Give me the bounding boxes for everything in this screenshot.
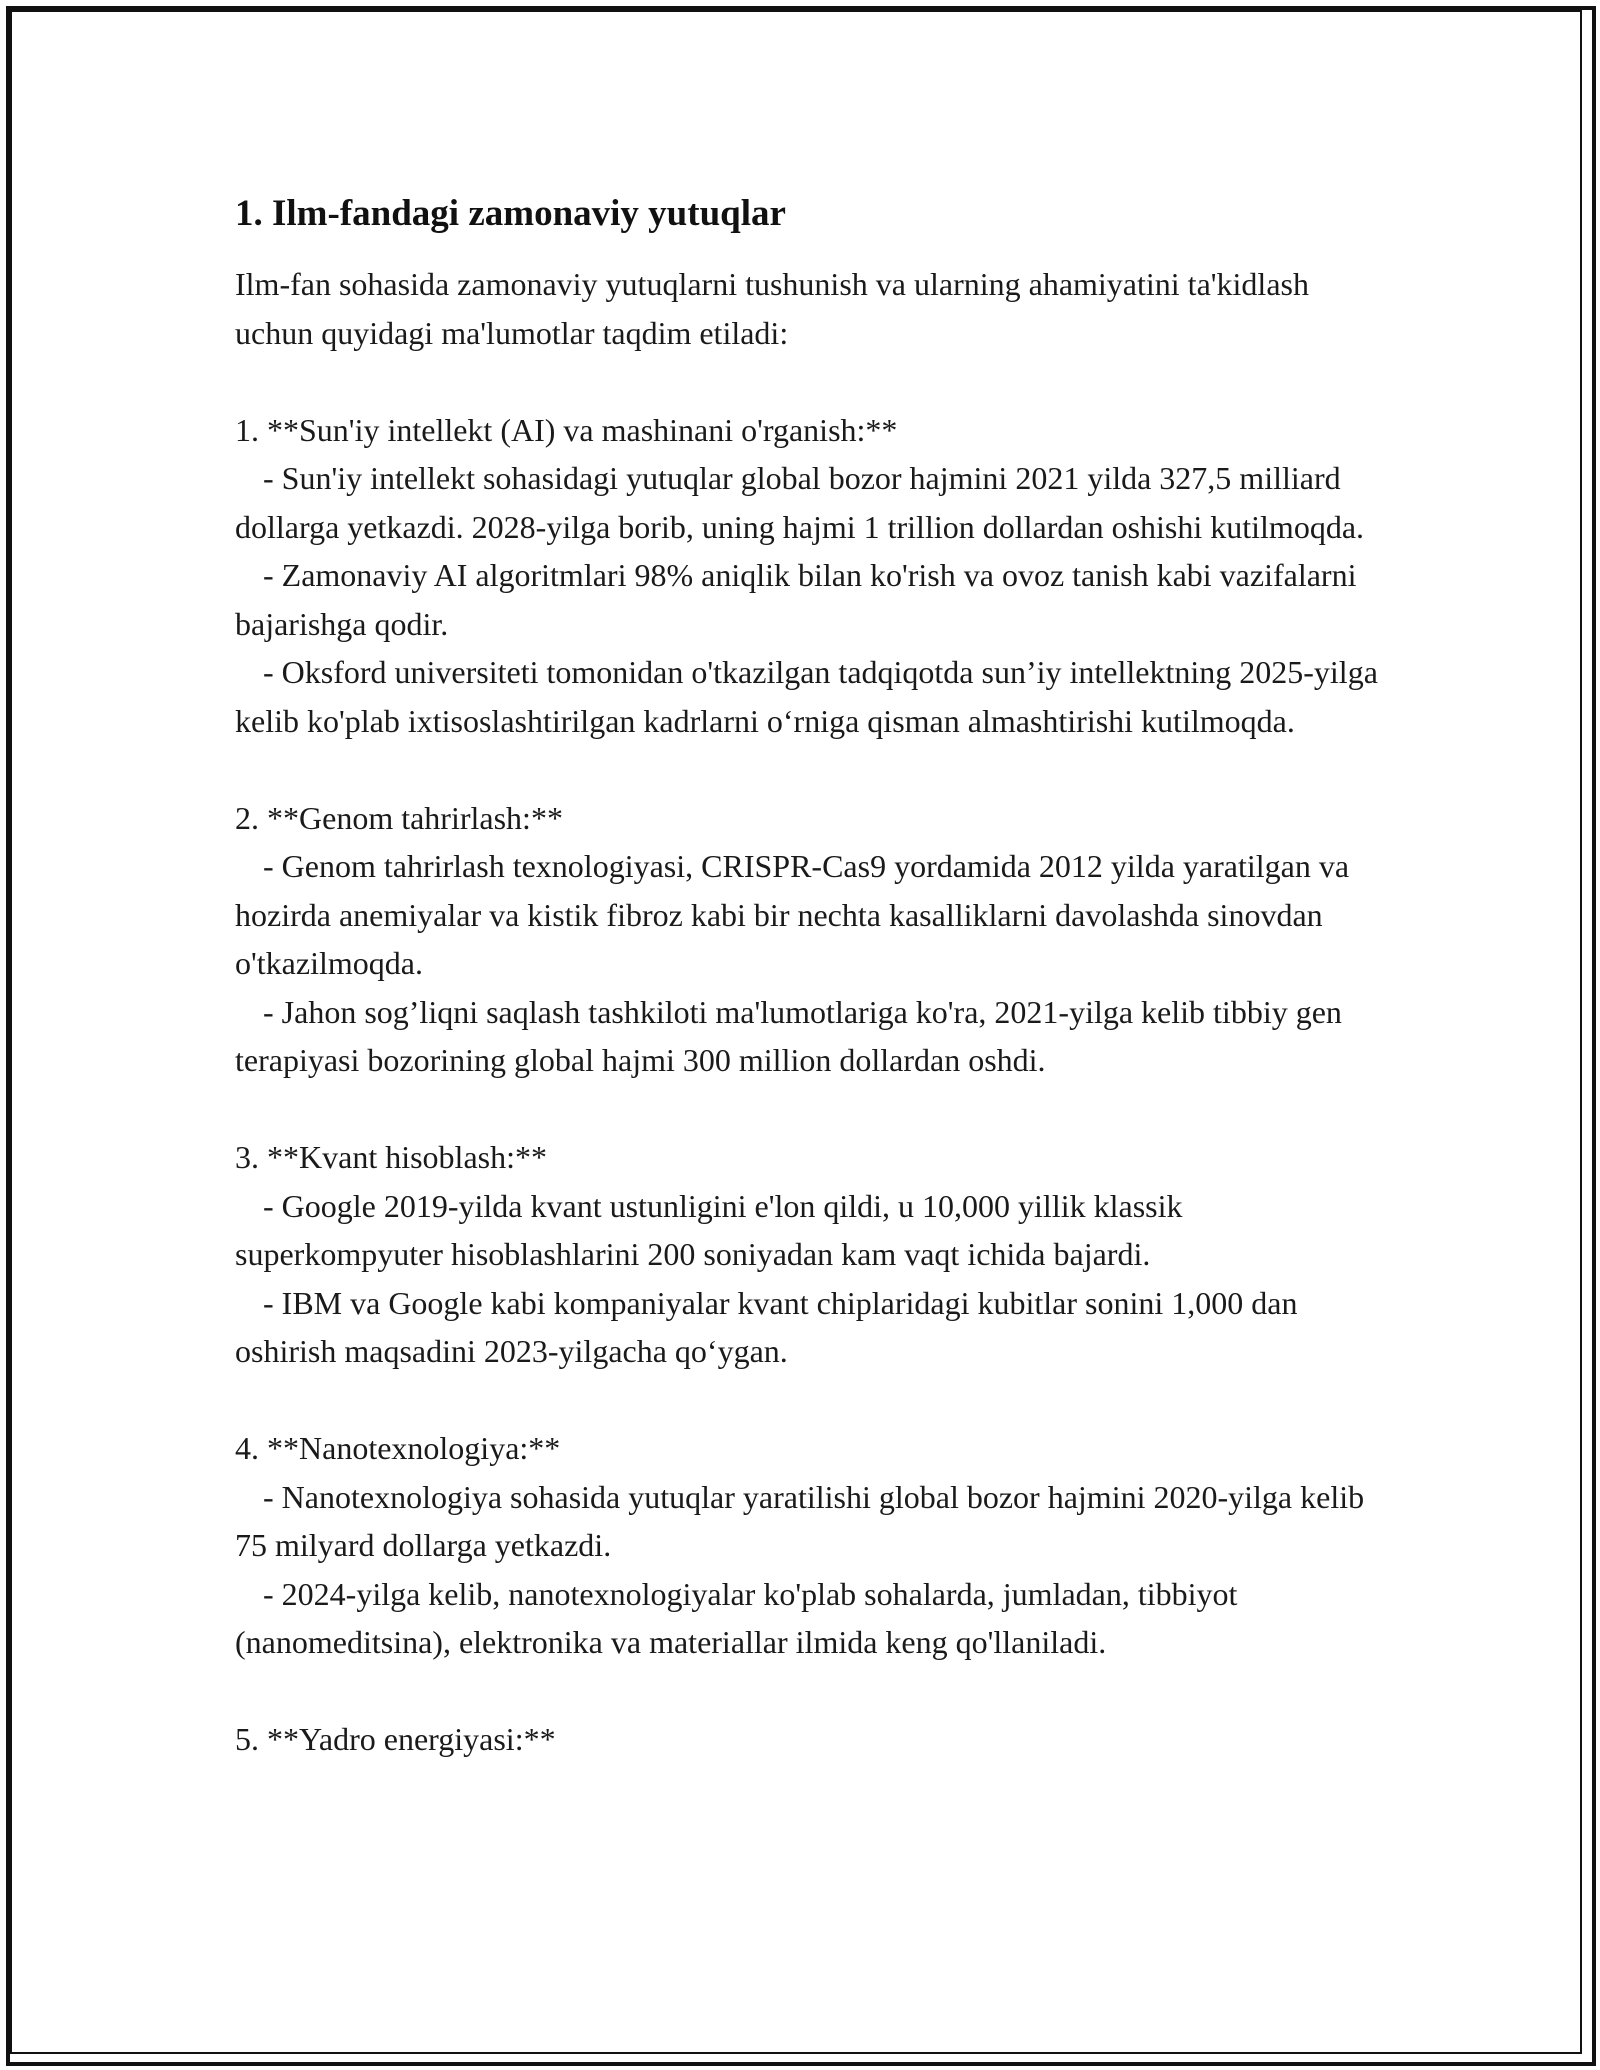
bullet-text: - IBM va Google kabi kompaniyalar kvant chiplaridagi kubitlar sonini 1,000 dan oshirish maqsadini 2023-yilgacha qo‘ygan. bbox=[235, 1284, 1298, 1369]
section-spacer bbox=[235, 357, 1385, 406]
bullet-text: - Genom tahrirlash texnologiyasi, CRISPR-Cas9 yordamida 2012 yilda yaratilgan va hozirda anemiyalar va kistik fibroz kabi bir nechta kasalliklarni davolashda sinovdan o'tkazilmoqda. bbox=[235, 848, 1350, 981]
section-heading: 5. **Yadro energiyasi:** bbox=[235, 1721, 556, 1757]
section-heading: 2. **Genom tahrirlash:** bbox=[235, 799, 563, 836]
bullet-text: - Nanotexnologiya sohasida yutuqlar yaratilishi global bozor hajmini 2020-yilga kelib 75 milyard dollarga yetkazdi. bbox=[235, 1478, 1365, 1563]
bullet-text: - Oksford universiteti tomonidan o'tkazilgan tadqiqotda sun’iy intellektning 2025-yilga kelib ko'plab ixtisoslashtirilgan kadrlarni o‘rniga qisman almashtirishi kutilmoqda. bbox=[235, 654, 1378, 739]
bullet-text: - Jahon sog’liqni saqlash tashkiloti ma'lumotlariga ko'ra, 2021-yilga kelib tibbiy gen terapiyasi bozorining global hajmi 300 million dollardan oshdi. bbox=[235, 993, 1342, 1078]
bullet-text: - Google 2019-yilda kvant ustunligini e'lon qildi, u 10,000 yillik klassik superkompyuter hisoblashlarini 200 soniyadan kam vaqt ichida bajardi. bbox=[235, 1187, 1183, 1272]
section-heading: 4. **Nanotexnologiya:** bbox=[235, 1430, 561, 1466]
section-bullet bbox=[235, 551, 1385, 648]
section-bullet bbox=[235, 1279, 1385, 1376]
intro-paragraph: Ilm-fan sohasida zamonaviy yutuqlarni tushunish va ularning ahamiyatini ta'kidlash uchun quyidagi ma'lumotlar taqdim etiladi: bbox=[235, 266, 1317, 351]
bullet-text: - Sun'iy intellekt sohasidagi yutuqlar global bozor hajmini 2021 yilda 327,5 milliard dollarga yetkazdi. 2028-yilga borib, uning hajmi 1 trillion dollardan oshishi kutilmoqda. bbox=[235, 460, 1365, 545]
section-spacer bbox=[235, 745, 1385, 794]
section-heading: 3. **Kvant hisoblash:** bbox=[235, 1139, 547, 1175]
section-bullet bbox=[235, 1473, 1385, 1570]
sections-container bbox=[235, 357, 1385, 1764]
section-spacer bbox=[235, 1667, 1385, 1716]
bullet-text: - Zamonaviy AI algoritmlari 98% aniqlik bilan ko'rish va ovoz tanish kabi vazifalarni bajarishga qodir. bbox=[235, 557, 1357, 642]
document-title: 1. Ilm-fandagi zamonaviy yutuqlar bbox=[235, 193, 786, 234]
section-bullet bbox=[235, 1570, 1385, 1667]
document-body bbox=[235, 188, 1385, 1764]
section-bullet bbox=[235, 1182, 1385, 1279]
section-bullet bbox=[235, 988, 1385, 1085]
section-bullet bbox=[235, 648, 1385, 745]
section-bullet bbox=[235, 842, 1385, 988]
bullet-text: - 2024-yilga kelib, nanotexnologiyalar ko'plab sohalarda, jumladan, tibbiyot (nanomeditsina), elektronika va materiallar ilmida keng qo'llaniladi. bbox=[235, 1575, 1238, 1660]
section-spacer bbox=[235, 1376, 1385, 1425]
section-bullet bbox=[235, 454, 1385, 551]
section-spacer bbox=[235, 1085, 1385, 1134]
section-heading: 1. **Sun'iy intellekt (AI) va mashinani o'rganish:** bbox=[235, 411, 898, 448]
